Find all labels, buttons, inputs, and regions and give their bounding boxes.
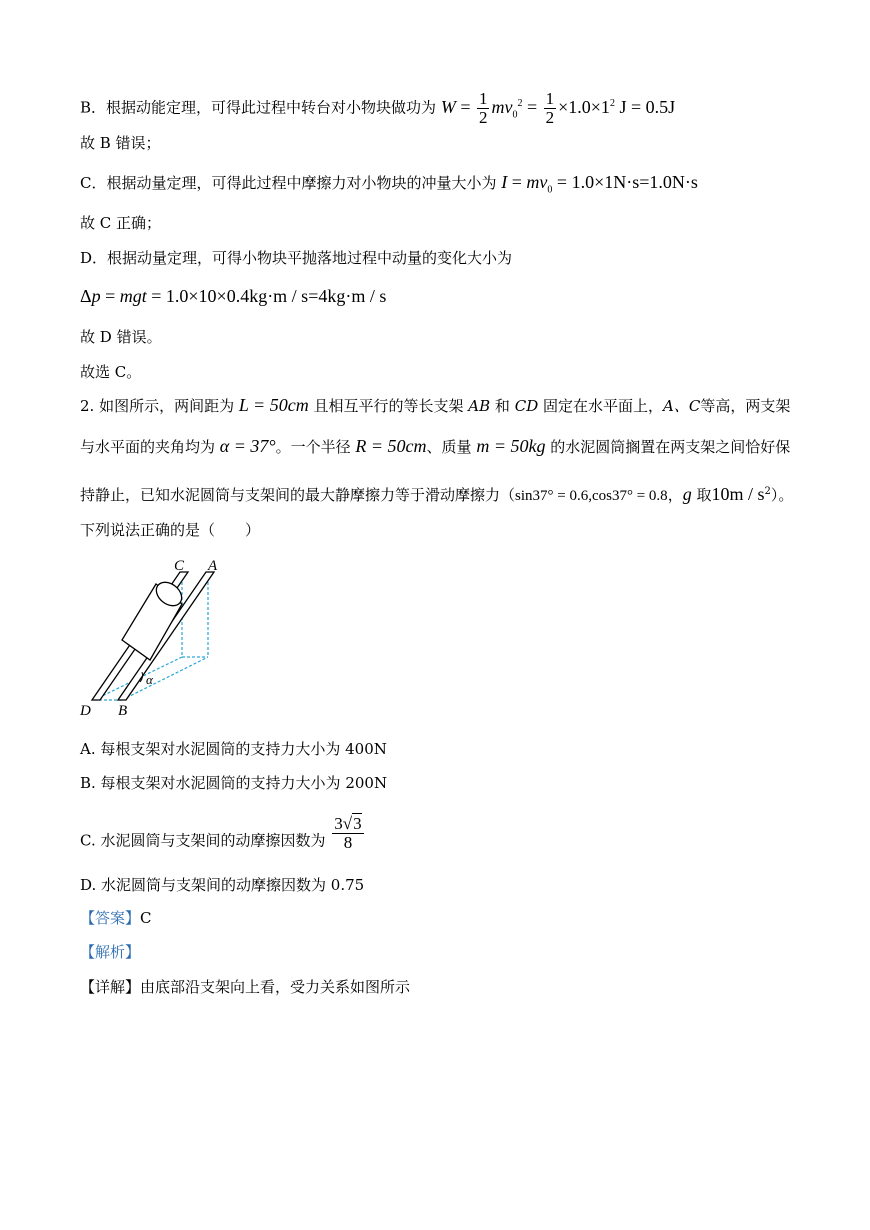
- question-line-1: 2. 如图所示，两间距为 L = 50cm 且相互平行的等长支架 AB 和 CD 固定在水平面上，A、C等高，两支架: [80, 395, 791, 415]
- option-d: D. 水泥圆筒与支架间的动摩擦因数为 0.75: [80, 876, 365, 894]
- label-d: D: [80, 703, 91, 719]
- line-b-work: [80, 90, 675, 127]
- support-cylinder-figure: [78, 552, 248, 722]
- label-alpha: α: [146, 672, 153, 687]
- line-b-wrong: 故 B 错误；: [80, 134, 161, 152]
- label-a: A: [208, 558, 218, 574]
- line-c-right: 故 C 正确；: [80, 214, 162, 232]
- detail-tag: 【详解】: [80, 978, 141, 996]
- question-line-2: 与水平面的夹角均为 α = 37°。一个半径 R = 50cm、质量 m = 50kg 的水泥圆筒搁置在两支架之间恰好保: [80, 436, 791, 456]
- detail-line: [80, 977, 410, 997]
- label-b: B: [118, 703, 128, 719]
- answer-line: [80, 908, 152, 928]
- option-a: A. 每根支架对水泥圆筒的支持力大小为 400N: [80, 740, 387, 758]
- answer-tag: 【答案】: [80, 909, 141, 927]
- question-line-4: 下列说法正确的是（ ）: [80, 521, 261, 539]
- answer-value: C: [140, 909, 152, 927]
- line-d-text: D．根据动量定理，可得小物块平抛落地过程中动量的变化大小为: [80, 249, 513, 267]
- line-choose: 故选 C。: [80, 363, 142, 381]
- b-text: B．根据动能定理，可得此过程中转台对小物块做功为: [80, 98, 437, 117]
- b-formula: W = $\frac{1}{2}$ $mv_0^2$ = $\frac{1}{2}$ $\times 1.0\times 1^2$ J = 0.5J: [440, 89, 676, 127]
- analysis-tag: 【解析】: [80, 943, 141, 961]
- option-c: C. 水泥圆筒与支架间的动摩擦因数为 $\frac{3√3}{8}$: [80, 814, 362, 852]
- option-b: B. 每根支架对水泥圆筒的支持力大小为 200N: [80, 774, 388, 792]
- question-line-3: 持静止，已知水泥圆筒与支架间的最大静摩擦力等于滑动摩擦力（sin37° = 0.6,cos37° = 0.8，g 取$10m / s^2$）。: [80, 484, 794, 504]
- detail-text: 由底部沿支架向上看，受力关系如图所示: [140, 978, 411, 996]
- line-c-impulse: [80, 172, 698, 201]
- c-formula: $I = mv_0 = 1.0\times 1N\cdot s=1.0N\cdot s$: [501, 172, 698, 196]
- line-d-formula: Δp = mgt = 1.0×10×0.4kg·m / s=4kg·m / s: [80, 286, 387, 306]
- line-d-wrong: 故 D 错误。: [80, 328, 162, 346]
- label-c: C: [174, 558, 185, 574]
- c-text: C．根据动量定理，可得此过程中摩擦力对小物块的冲量大小为: [80, 174, 497, 192]
